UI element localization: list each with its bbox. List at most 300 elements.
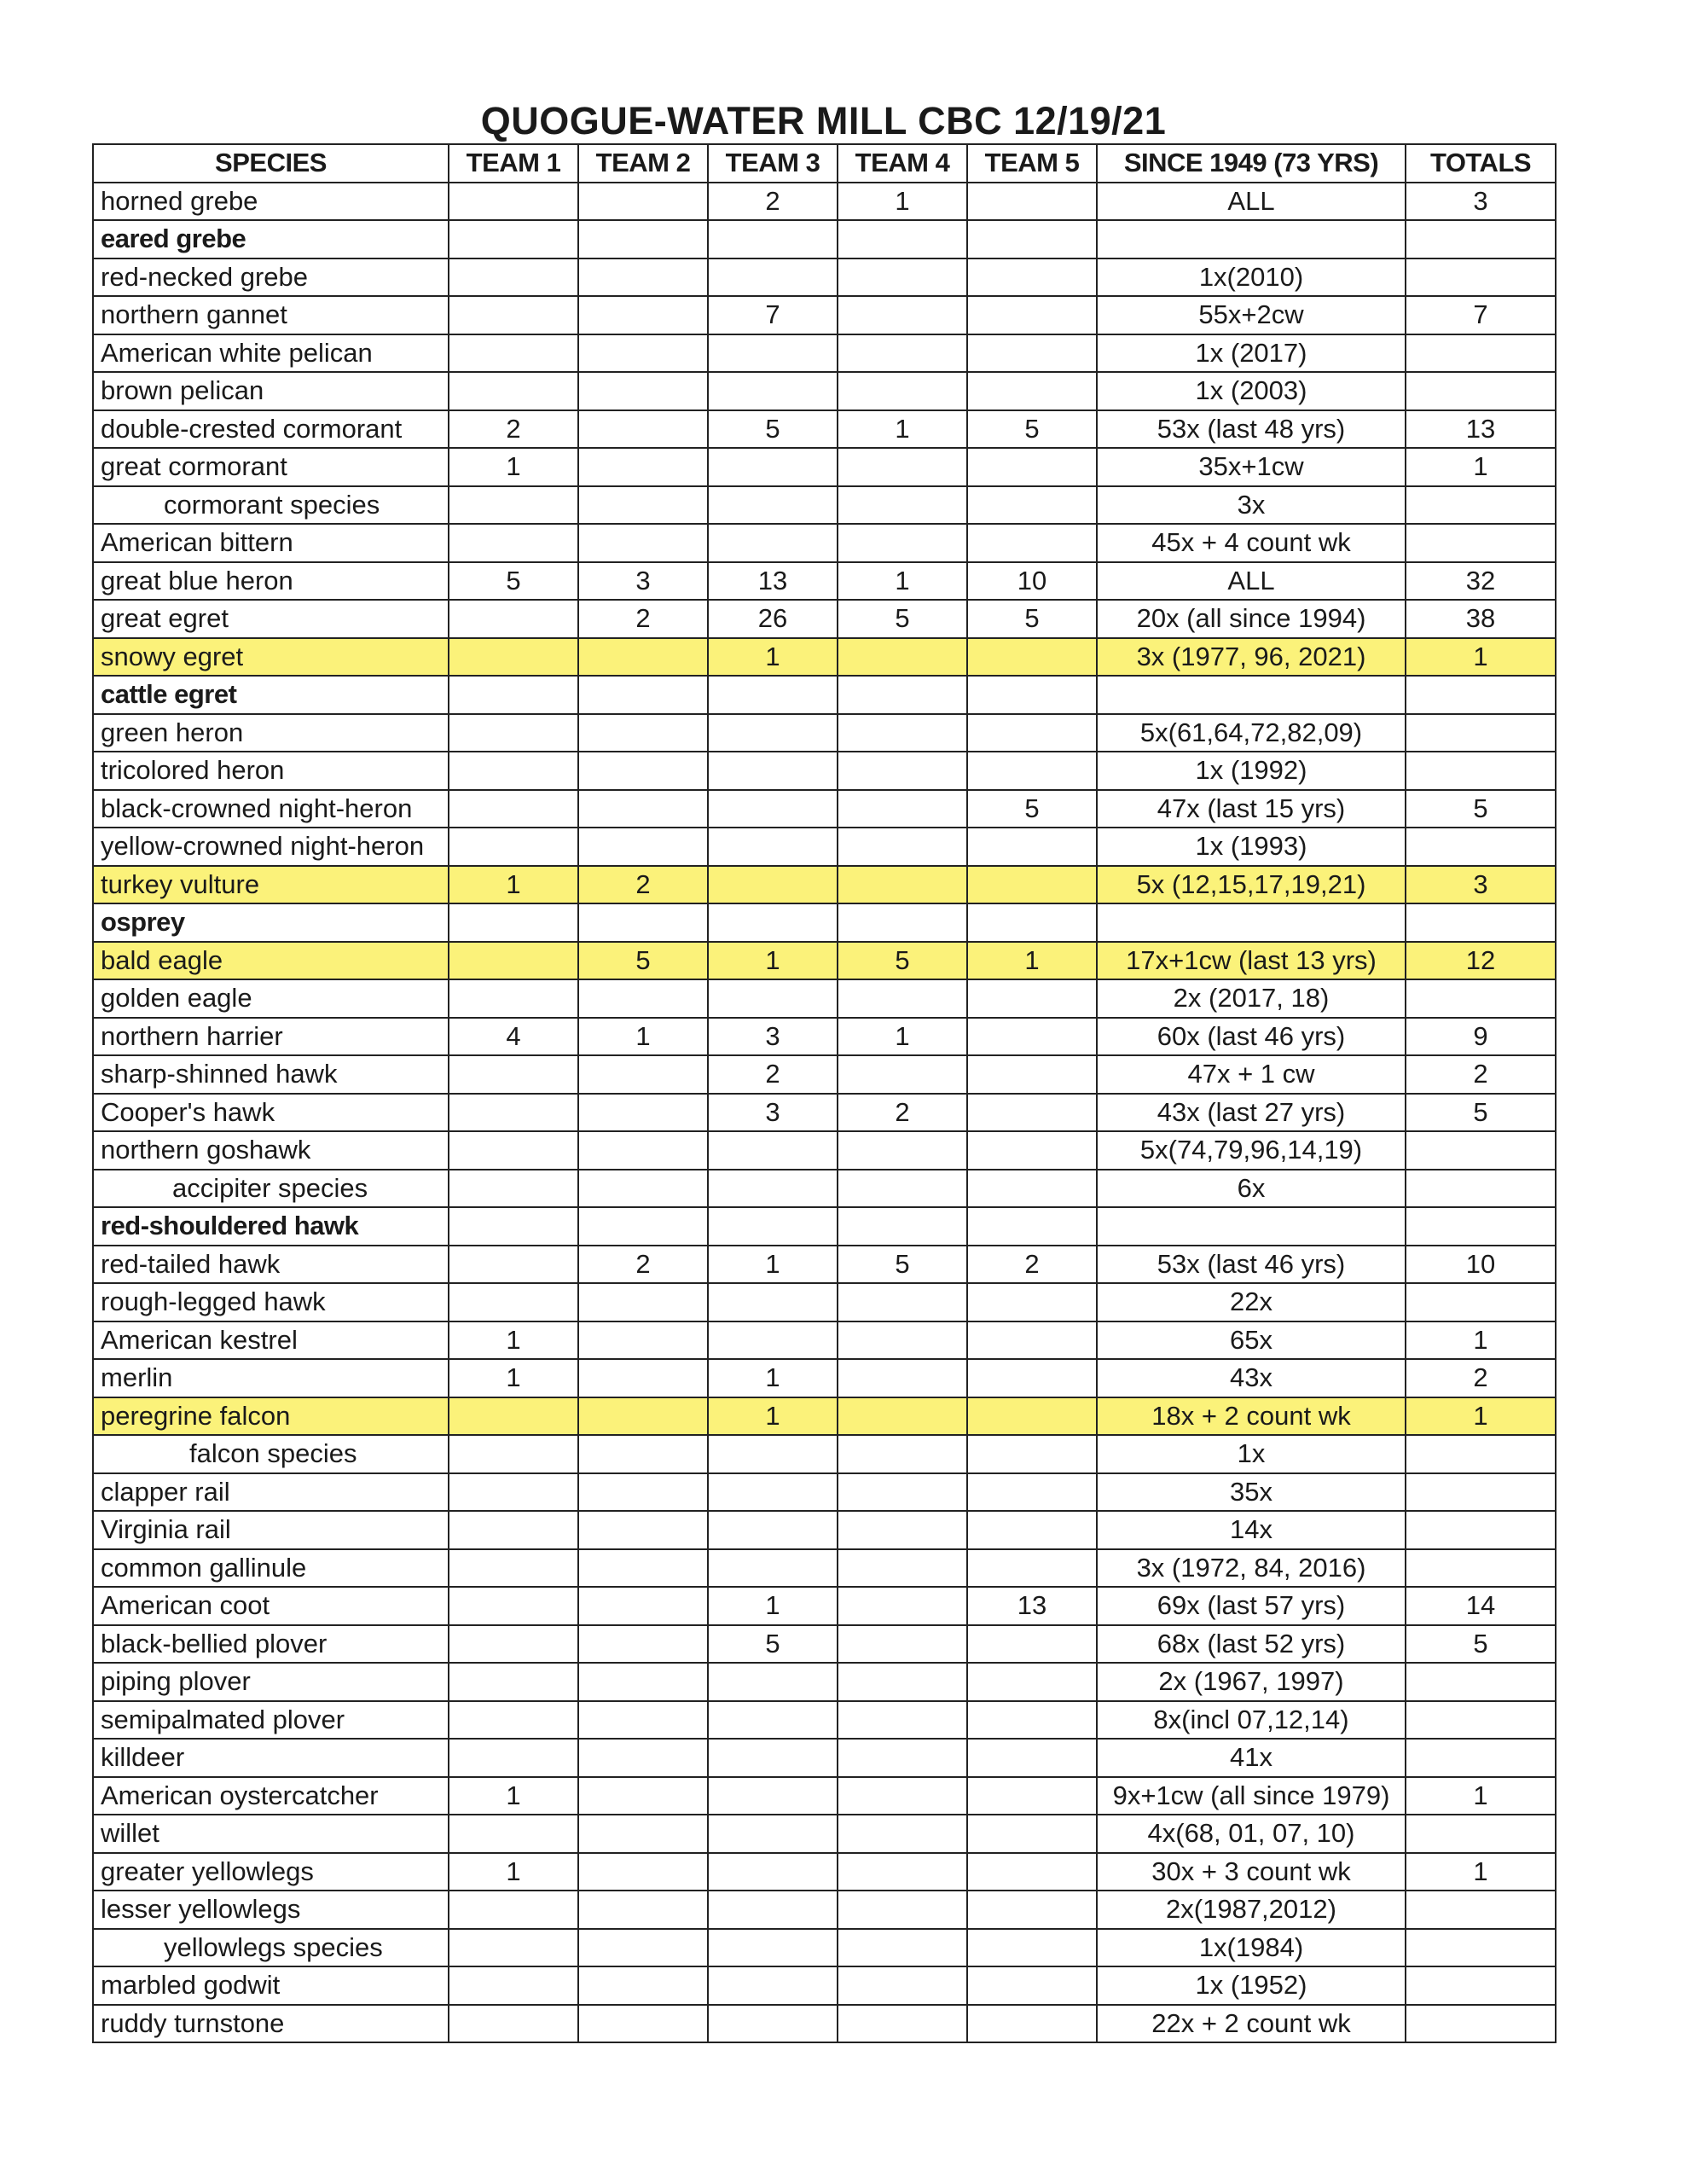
species-cell: horned grebe xyxy=(93,183,449,221)
since-1949-record: 22x xyxy=(1097,1283,1406,1321)
header-team-1: TEAM 1 xyxy=(449,144,578,183)
team-3-count xyxy=(708,524,838,562)
species-cell: greater yellowlegs xyxy=(93,1853,449,1891)
total-count xyxy=(1406,220,1556,258)
team-1-count xyxy=(449,942,578,980)
team-3-count: 26 xyxy=(708,600,838,638)
team-4-count xyxy=(838,524,967,562)
total-count: 9 xyxy=(1406,1018,1556,1056)
team-5-count xyxy=(967,866,1097,904)
total-count: 3 xyxy=(1406,183,1556,221)
since-1949-record: 60x (last 46 yrs) xyxy=(1097,1018,1406,1056)
team-4-count xyxy=(838,1625,967,1664)
table-row xyxy=(93,752,1556,790)
team-5-count xyxy=(967,1435,1097,1473)
total-count xyxy=(1406,714,1556,752)
species-cell: yellow-crowned night-heron xyxy=(93,828,449,866)
species-cell: cattle egret xyxy=(93,676,449,714)
team-4-count xyxy=(838,1170,967,1208)
team-5-count xyxy=(967,828,1097,866)
since-1949-record xyxy=(1097,903,1406,942)
team-2-count xyxy=(578,296,708,334)
team-2-count xyxy=(578,1815,708,1853)
total-count: 1 xyxy=(1406,638,1556,677)
team-1-count xyxy=(449,1625,578,1664)
table-row xyxy=(93,1891,1556,1929)
team-3-count xyxy=(708,1739,838,1777)
team-5-count xyxy=(967,1018,1097,1056)
since-1949-record: 43x xyxy=(1097,1359,1406,1397)
team-1-count: 1 xyxy=(449,1853,578,1891)
team-1-count xyxy=(449,828,578,866)
since-1949-record: 14x xyxy=(1097,1511,1406,1549)
team-1-count: 1 xyxy=(449,1321,578,1360)
team-1-count: 2 xyxy=(449,410,578,449)
team-1-count xyxy=(449,600,578,638)
table-row xyxy=(93,1777,1556,1815)
since-1949-record xyxy=(1097,220,1406,258)
team-3-count: 5 xyxy=(708,410,838,449)
species-cell: killdeer xyxy=(93,1739,449,1777)
team-1-count: 1 xyxy=(449,1359,578,1397)
team-4-count xyxy=(838,866,967,904)
team-2-count xyxy=(578,1739,708,1777)
team-1-count xyxy=(449,183,578,221)
team-2-count: 3 xyxy=(578,562,708,601)
species-cell: American coot xyxy=(93,1587,449,1625)
team-1-count xyxy=(449,1891,578,1929)
team-3-count: 1 xyxy=(708,942,838,980)
team-3-count xyxy=(708,866,838,904)
team-2-count xyxy=(578,979,708,1018)
table-row xyxy=(93,676,1556,714)
since-1949-record: 5x(74,79,96,14,19) xyxy=(1097,1131,1406,1170)
total-count xyxy=(1406,828,1556,866)
table-row xyxy=(93,1397,1556,1436)
table-row xyxy=(93,296,1556,334)
team-5-count: 5 xyxy=(967,790,1097,828)
table-row xyxy=(93,562,1556,601)
species-cell: green heron xyxy=(93,714,449,752)
team-5-count xyxy=(967,1207,1097,1246)
table-row xyxy=(93,1815,1556,1853)
team-5-count: 13 xyxy=(967,1587,1097,1625)
team-1-count xyxy=(449,903,578,942)
species-cell: clapper rail xyxy=(93,1473,449,1512)
team-5-count xyxy=(967,220,1097,258)
table-row xyxy=(93,1246,1556,1284)
team-1-count xyxy=(449,1511,578,1549)
team-1-count xyxy=(449,1283,578,1321)
team-5-count xyxy=(967,2005,1097,2043)
team-4-count xyxy=(838,790,967,828)
team-2-count xyxy=(578,1853,708,1891)
table-row xyxy=(93,1929,1556,1967)
team-4-count xyxy=(838,1321,967,1360)
species-cell: red-shouldered hawk xyxy=(93,1207,449,1246)
team-4-count xyxy=(838,979,967,1018)
team-2-count xyxy=(578,410,708,449)
team-5-count xyxy=(967,714,1097,752)
table-row xyxy=(93,372,1556,410)
team-4-count xyxy=(838,1739,967,1777)
team-5-count xyxy=(967,1397,1097,1436)
team-1-count xyxy=(449,1929,578,1967)
team-4-count xyxy=(838,296,967,334)
team-5-count: 5 xyxy=(967,410,1097,449)
total-count xyxy=(1406,1549,1556,1588)
team-1-count xyxy=(449,1587,578,1625)
team-1-count xyxy=(449,1055,578,1094)
team-1-count xyxy=(449,1131,578,1170)
since-1949-record: ALL xyxy=(1097,183,1406,221)
table-row xyxy=(93,1625,1556,1664)
since-1949-record: 20x (all since 1994) xyxy=(1097,600,1406,638)
team-2-count xyxy=(578,1966,708,2005)
since-1949-record: 3x (1972, 84, 2016) xyxy=(1097,1549,1406,1588)
team-5-count xyxy=(967,1815,1097,1853)
since-1949-record: 4x(68, 01, 07, 10) xyxy=(1097,1815,1406,1853)
team-2-count xyxy=(578,676,708,714)
team-4-count xyxy=(838,1473,967,1512)
team-3-count xyxy=(708,448,838,486)
team-5-count xyxy=(967,1473,1097,1512)
table-row xyxy=(93,1094,1556,1132)
team-4-count xyxy=(838,1055,967,1094)
since-1949-record: 30x + 3 count wk xyxy=(1097,1853,1406,1891)
team-2-count xyxy=(578,372,708,410)
team-5-count: 1 xyxy=(967,942,1097,980)
species-cell: merlin xyxy=(93,1359,449,1397)
team-4-count xyxy=(838,2005,967,2043)
total-count xyxy=(1406,524,1556,562)
table-row xyxy=(93,220,1556,258)
team-5-count xyxy=(967,486,1097,525)
total-count xyxy=(1406,1283,1556,1321)
since-1949-record: 6x xyxy=(1097,1170,1406,1208)
team-3-count xyxy=(708,1435,838,1473)
table-row xyxy=(93,790,1556,828)
team-3-count xyxy=(708,1549,838,1588)
team-3-count xyxy=(708,258,838,297)
team-3-count: 13 xyxy=(708,562,838,601)
team-4-count xyxy=(838,1207,967,1246)
total-count xyxy=(1406,334,1556,373)
since-1949-record: 2x (2017, 18) xyxy=(1097,979,1406,1018)
table-row xyxy=(93,410,1556,449)
since-1949-record: 41x xyxy=(1097,1739,1406,1777)
since-1949-record: 3x (1977, 96, 2021) xyxy=(1097,638,1406,677)
team-2-count xyxy=(578,1170,708,1208)
team-5-count xyxy=(967,448,1097,486)
total-count xyxy=(1406,903,1556,942)
since-1949-record: 53x (last 48 yrs) xyxy=(1097,410,1406,449)
team-1-count xyxy=(449,979,578,1018)
team-1-count: 1 xyxy=(449,1777,578,1815)
species-cell: great blue heron xyxy=(93,562,449,601)
since-1949-record: 1x (1992) xyxy=(1097,752,1406,790)
team-3-count xyxy=(708,486,838,525)
page-title: QUOGUE-WATER MILL CBC 12/19/21 xyxy=(480,99,1167,142)
species-cell: tricolored heron xyxy=(93,752,449,790)
team-1-count xyxy=(449,714,578,752)
team-1-count xyxy=(449,296,578,334)
team-4-count xyxy=(838,752,967,790)
table-row xyxy=(93,600,1556,638)
team-1-count xyxy=(449,334,578,373)
team-4-count xyxy=(838,1929,967,1967)
since-1949-record: 17x+1cw (last 13 yrs) xyxy=(1097,942,1406,980)
team-4-count: 2 xyxy=(838,1094,967,1132)
team-1-count: 4 xyxy=(449,1018,578,1056)
species-cell: eared grebe xyxy=(93,220,449,258)
total-count xyxy=(1406,752,1556,790)
species-cell: falcon species xyxy=(93,1435,449,1473)
team-3-count xyxy=(708,1283,838,1321)
table-row xyxy=(93,448,1556,486)
team-4-count: 1 xyxy=(838,183,967,221)
header-team-4: TEAM 4 xyxy=(838,144,967,183)
total-count xyxy=(1406,1170,1556,1208)
team-2-count xyxy=(578,1094,708,1132)
table-row xyxy=(93,1853,1556,1891)
header-team-5: TEAM 5 xyxy=(967,144,1097,183)
total-count: 1 xyxy=(1406,1321,1556,1360)
team-5-count xyxy=(967,1511,1097,1549)
team-1-count xyxy=(449,486,578,525)
since-1949-record: 43x (last 27 yrs) xyxy=(1097,1094,1406,1132)
team-2-count xyxy=(578,334,708,373)
table-row xyxy=(93,1511,1556,1549)
team-2-count xyxy=(578,1663,708,1701)
team-5-count: 2 xyxy=(967,1246,1097,1284)
since-1949-record xyxy=(1097,676,1406,714)
team-4-count xyxy=(838,486,967,525)
since-1949-record: ALL xyxy=(1097,562,1406,601)
team-3-count xyxy=(708,828,838,866)
team-4-count xyxy=(838,372,967,410)
total-count xyxy=(1406,486,1556,525)
total-count: 5 xyxy=(1406,1094,1556,1132)
team-1-count xyxy=(449,1966,578,2005)
team-5-count xyxy=(967,258,1097,297)
team-1-count: 1 xyxy=(449,866,578,904)
team-2-count: 5 xyxy=(578,942,708,980)
total-count xyxy=(1406,676,1556,714)
table-body xyxy=(93,183,1556,2043)
since-1949-record: 68x (last 52 yrs) xyxy=(1097,1625,1406,1664)
team-1-count xyxy=(449,790,578,828)
team-3-count: 3 xyxy=(708,1018,838,1056)
since-1949-record: 8x(incl 07,12,14) xyxy=(1097,1701,1406,1740)
team-4-count xyxy=(838,1701,967,1740)
total-count xyxy=(1406,1131,1556,1170)
team-1-count xyxy=(449,1473,578,1512)
team-2-count xyxy=(578,1131,708,1170)
total-count xyxy=(1406,1511,1556,1549)
team-4-count: 5 xyxy=(838,1246,967,1284)
cbc-species-table xyxy=(92,143,1557,2043)
table-row xyxy=(93,1549,1556,1588)
team-5-count xyxy=(967,1966,1097,2005)
species-cell: Cooper's hawk xyxy=(93,1094,449,1132)
total-count xyxy=(1406,979,1556,1018)
team-4-count xyxy=(838,1663,967,1701)
table-row xyxy=(93,1207,1556,1246)
species-cell: black-bellied plover xyxy=(93,1625,449,1664)
total-count: 2 xyxy=(1406,1055,1556,1094)
team-3-count xyxy=(708,1853,838,1891)
table-row xyxy=(93,638,1556,677)
team-1-count xyxy=(449,1207,578,1246)
team-3-count xyxy=(708,220,838,258)
species-cell: great cormorant xyxy=(93,448,449,486)
since-1949-record: 1x (1952) xyxy=(1097,1966,1406,2005)
team-5-count xyxy=(967,676,1097,714)
species-cell: Virginia rail xyxy=(93,1511,449,1549)
since-1949-record: 5x (12,15,17,19,21) xyxy=(1097,866,1406,904)
since-1949-record: 5x(61,64,72,82,09) xyxy=(1097,714,1406,752)
team-4-count xyxy=(838,1435,967,1473)
species-cell: American bittern xyxy=(93,524,449,562)
team-3-count: 5 xyxy=(708,1625,838,1664)
team-3-count xyxy=(708,2005,838,2043)
team-5-count xyxy=(967,1891,1097,1929)
since-1949-record: 53x (last 46 yrs) xyxy=(1097,1246,1406,1284)
table-row xyxy=(93,1435,1556,1473)
table-row xyxy=(93,1473,1556,1512)
team-3-count: 7 xyxy=(708,296,838,334)
species-cell: piping plover xyxy=(93,1663,449,1701)
total-count: 1 xyxy=(1406,448,1556,486)
team-5-count xyxy=(967,1549,1097,1588)
team-4-count xyxy=(838,1549,967,1588)
team-2-count xyxy=(578,258,708,297)
species-cell: rough-legged hawk xyxy=(93,1283,449,1321)
team-3-count xyxy=(708,1815,838,1853)
team-3-count xyxy=(708,1511,838,1549)
total-count: 1 xyxy=(1406,1853,1556,1891)
team-2-count: 2 xyxy=(578,1246,708,1284)
total-count: 14 xyxy=(1406,1587,1556,1625)
total-count: 7 xyxy=(1406,296,1556,334)
species-cell: yellowlegs species xyxy=(93,1929,449,1967)
team-1-count xyxy=(449,220,578,258)
table-row xyxy=(93,1966,1556,2005)
table-row xyxy=(93,1359,1556,1397)
team-3-count: 3 xyxy=(708,1094,838,1132)
team-5-count xyxy=(967,183,1097,221)
team-1-count xyxy=(449,1246,578,1284)
species-cell: bald eagle xyxy=(93,942,449,980)
team-4-count xyxy=(838,1966,967,2005)
team-1-count: 1 xyxy=(449,448,578,486)
table-row xyxy=(93,1283,1556,1321)
team-2-count xyxy=(578,752,708,790)
table-row xyxy=(93,334,1556,373)
team-2-count xyxy=(578,1359,708,1397)
total-count: 38 xyxy=(1406,600,1556,638)
team-1-count: 5 xyxy=(449,562,578,601)
species-cell: semipalmated plover xyxy=(93,1701,449,1740)
team-4-count xyxy=(838,1777,967,1815)
total-count: 2 xyxy=(1406,1359,1556,1397)
team-2-count xyxy=(578,524,708,562)
team-5-count xyxy=(967,1929,1097,1967)
team-4-count xyxy=(838,1131,967,1170)
species-cell: marbled godwit xyxy=(93,1966,449,2005)
since-1949-record: 1x (2003) xyxy=(1097,372,1406,410)
total-count: 1 xyxy=(1406,1397,1556,1436)
team-5-count xyxy=(967,1853,1097,1891)
since-1949-record: 65x xyxy=(1097,1321,1406,1360)
species-cell: red-necked grebe xyxy=(93,258,449,297)
team-1-count xyxy=(449,1397,578,1436)
team-3-count xyxy=(708,1473,838,1512)
team-5-count xyxy=(967,979,1097,1018)
team-4-count xyxy=(838,1891,967,1929)
team-5-count xyxy=(967,1777,1097,1815)
team-3-count xyxy=(708,1777,838,1815)
species-cell: northern harrier xyxy=(93,1018,449,1056)
team-5-count xyxy=(967,1170,1097,1208)
team-4-count xyxy=(838,714,967,752)
total-count xyxy=(1406,1815,1556,1853)
team-5-count xyxy=(967,903,1097,942)
since-1949-record: 18x + 2 count wk xyxy=(1097,1397,1406,1436)
since-1949-record xyxy=(1097,1207,1406,1246)
table-row xyxy=(93,979,1556,1018)
team-1-count xyxy=(449,1663,578,1701)
since-1949-record: 47x (last 15 yrs) xyxy=(1097,790,1406,828)
since-1949-record: 2x(1987,2012) xyxy=(1097,1891,1406,1929)
total-count xyxy=(1406,1891,1556,1929)
team-5-count xyxy=(967,1359,1097,1397)
since-1949-record: 55x+2cw xyxy=(1097,296,1406,334)
total-count xyxy=(1406,1929,1556,1967)
since-1949-record: 35x+1cw xyxy=(1097,448,1406,486)
total-count xyxy=(1406,372,1556,410)
team-5-count xyxy=(967,1283,1097,1321)
table-row xyxy=(93,828,1556,866)
team-2-count: 2 xyxy=(578,866,708,904)
table-row xyxy=(93,1055,1556,1094)
total-count xyxy=(1406,258,1556,297)
since-1949-record: 69x (last 57 yrs) xyxy=(1097,1587,1406,1625)
team-3-count xyxy=(708,1131,838,1170)
species-cell: great egret xyxy=(93,600,449,638)
team-1-count xyxy=(449,2005,578,2043)
team-1-count xyxy=(449,524,578,562)
team-2-count xyxy=(578,1777,708,1815)
species-cell: black-crowned night-heron xyxy=(93,790,449,828)
team-1-count xyxy=(449,1435,578,1473)
species-cell: lesser yellowlegs xyxy=(93,1891,449,1929)
team-1-count xyxy=(449,1701,578,1740)
team-4-count xyxy=(838,676,967,714)
team-2-count xyxy=(578,828,708,866)
team-2-count xyxy=(578,714,708,752)
total-count: 3 xyxy=(1406,866,1556,904)
total-count xyxy=(1406,1966,1556,2005)
team-4-count xyxy=(838,903,967,942)
team-2-count xyxy=(578,1929,708,1967)
team-5-count xyxy=(967,1131,1097,1170)
team-2-count xyxy=(578,1055,708,1094)
species-cell: brown pelican xyxy=(93,372,449,410)
team-2-count xyxy=(578,1435,708,1473)
table-row xyxy=(93,1321,1556,1360)
